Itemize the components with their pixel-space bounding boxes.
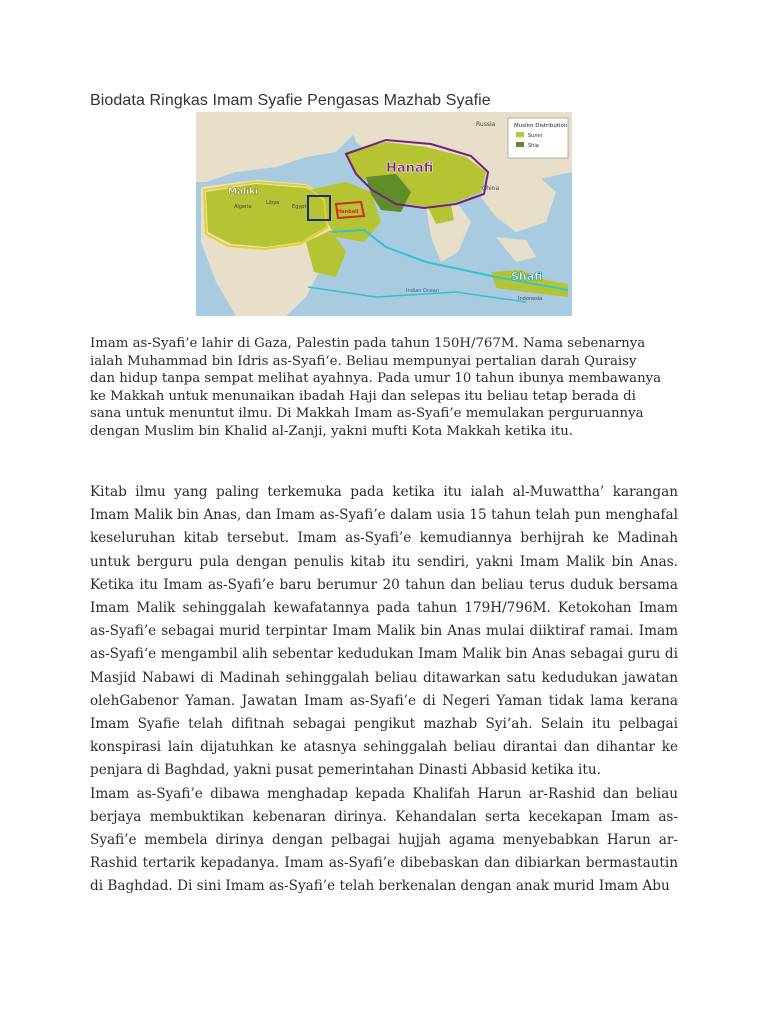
paragraph-intro (90, 335, 690, 441)
paragraph-khalifah: Imam as-Syafi’e dibawa menghadap kepada Khalifah Harun ar-Rashid dan beliau berjaya membuktikan kebenaran dirinya. Kehandalan serta kecekapan Imam as-Syafi’e membela dirinya dengan pelbagai hujjah agama menyebabkan Harun ar-Rashid tertarik kepadanya. Imam as-Syafi’e dibebaskan dan dibiarkan bermastautin di Baghdad. Di sini Imam as-Syafi’e telah berkenalan dengan anak murid Imam Abu (90, 785, 678, 895)
legend-shia: Shia (528, 143, 539, 149)
document-title: Biodata Ringkas Imam Syafie Pengasas Mazhab Syafie (90, 92, 491, 109)
legend-title: Muslim Distribution (514, 123, 568, 129)
label-shafi: Shafi (511, 270, 543, 283)
map-legend (508, 118, 568, 158)
label-china: China (482, 185, 500, 192)
intro-line: dan hidup tanpa sempat melihat ayahnya. Pada umur 10 tahun ibunya membawanya (90, 371, 662, 387)
intro-line: dengan Muslim bin Khalid al-Zanji, yakni mufti Kota Makkah ketika itu. (90, 423, 574, 439)
label-hanbali: Hanbali (337, 209, 359, 215)
label-algeria: Algeria (234, 204, 252, 210)
muslim-distribution-map (196, 112, 572, 316)
label-russia: Russia (476, 121, 496, 128)
intro-line: Imam as-Syafi’e lahir di Gaza, Palestin pada tahun 150H/767M. Nama sebenarnya (90, 336, 646, 351)
legend-sunni: Sunni (528, 133, 543, 139)
label-hanafi: Hanafi (386, 161, 434, 176)
intro-line: ialah Muhammad bin Idris as-Syafi‘e. Beliau mempunyai pertalian darah Quraisy (90, 353, 637, 369)
intro-line: ke Makkah untuk menunaikan ibadah Haji dan selepas itu beliau tetap berada di (90, 388, 636, 404)
body-text (90, 481, 678, 899)
legend-shia-swatch (516, 142, 524, 147)
label-indonesia: Indonesia (518, 296, 543, 302)
legend-sunni-swatch (516, 132, 524, 137)
label-maliki: Maliki (228, 187, 259, 197)
label-libya: Libya (266, 200, 280, 206)
paragraph-kitab: Kitab ilmu yang paling terkemuka pada ketika itu ialah al-Muwattha’ karangan Imam Malik bin Anas, dan Imam as-Syafi’e dalam usia 15 tahun telah pun menghafal keseluruhan kitab tersebut. Imam as-Syafi’e kemudiannya berhijrah ke Madinah untuk berguru pula dengan penulis kitab itu sendiri, yakni Imam Malik bin Anas. Ketika itu Imam as-Syafi’e baru berumur 20 tahun dan beliau terus duduk bersama Imam Malik sehinggalah kewafatannya pada tahun 179H/796M. Ketokohan Imam as-Syafi’e sebagai murid terpintar Imam Malik bin Anas mulai diiktiraf ramai. Imam as-Syafi‘e mengambil alih sebentar kedudukan Imam Malik bin Anas sebagai guru di Masjid Nabawi di Madinah sehinggalah beliau ditawarkan satu kedudukan jawatan olehGabenor Yaman. Jawatan Imam as-Syafi’e di Negeri Yaman tidak lama kerana Imam Syafie telah difitnah sebagai pengikut mazhab Syi‘ah. Selain itu pelbagai konspirasi lain dijatuhkan ke atasnya sehinggalah beliau dirantai dan dihantar ke penjara di Baghdad, yakni pusat pemerintahan Dinasti Abbasid ketika itu. (90, 484, 678, 779)
label-egypt: Egypt (292, 204, 307, 210)
intro-line: sana untuk menuntut ilmu. Di Makkah Imam as-Syafi’e memulakan perguruannya (90, 406, 644, 422)
label-indian-ocean: Indian Ocean (406, 288, 440, 294)
